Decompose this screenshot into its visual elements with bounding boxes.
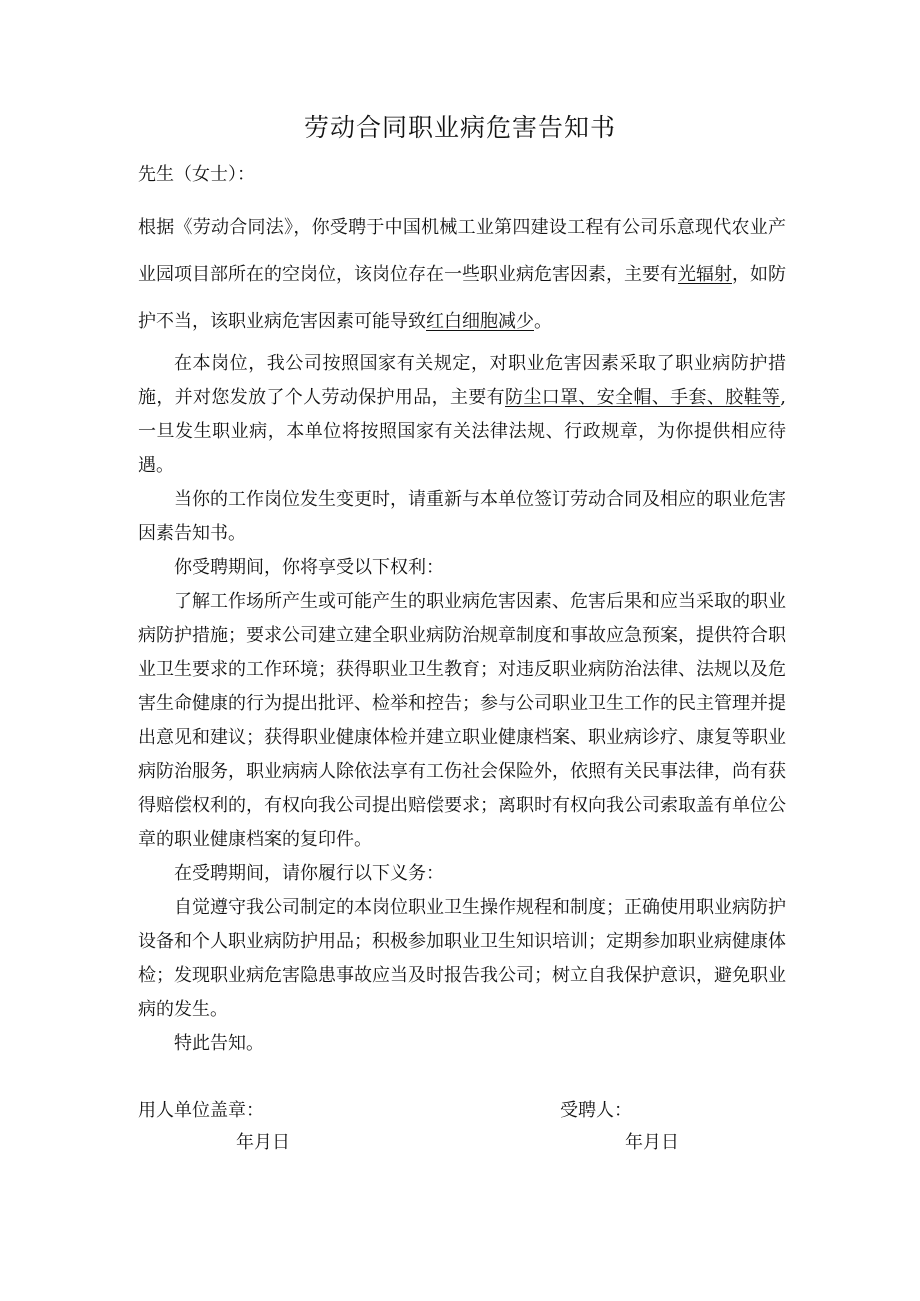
salutation: 先生（女士）： — [138, 164, 255, 185]
protective-equipment: 防尘口罩、安全帽、手套、胶鞋等 — [505, 387, 781, 408]
change-paragraph: 当你的工作岗位发生变更时，请重新与本单位签订劳动合同及相应的职业危害因素告知书。 — [138, 489, 786, 544]
intro-text-1: 根据《劳动合同法》，你受聘于中国机械工业第四建设工程有公司乐意现代农业产业园项目部所在的空岗位，该岗位存在一些职业病危害因素，主要有 — [138, 217, 786, 285]
document-title: 劳动合同职业病危害告知书 — [303, 113, 616, 142]
employee-date: 年月日 — [625, 1132, 679, 1153]
rights-heading: 你受聘期间，你将享受以下权利： — [174, 557, 444, 578]
employer-date: 年月日 — [236, 1132, 290, 1153]
intro-text-2: ，如防护不当，该职业病危害因素可能导致 — [138, 264, 786, 332]
protection-text-1: 在本岗位，我公司按照国家有关规定，对职业危害因素采取了职业病防护措施，并对您发放了个人劳动保护用品，主要有 — [138, 353, 786, 408]
intro-text-3: 。 — [534, 311, 552, 332]
intro-paragraph — [138, 204, 786, 345]
employee-signature-label: 受聘人： — [560, 1100, 632, 1121]
hazard-factor: 光辐射 — [678, 264, 732, 285]
protection-paragraph — [138, 347, 786, 483]
employer-seal-label: 用人单位盖章： — [138, 1100, 264, 1121]
duties-paragraph: 自觉遵守我公司制定的本岗位职业卫生操作规程和制度；正确使用职业病防护设备和个人职业病防护用品；积极参加职业卫生知识培训；定期参加职业病健康体检；发现职业病危害隐患事故应当及时报告我公司；树立自我保护意识，避免职业病的发生。 — [138, 897, 786, 1020]
duties-heading: 在受聘期间，请你履行以下义务： — [174, 863, 444, 884]
rights-paragraph: 了解工作场所产生或可能产生的职业病危害因素、危害后果和应当采取的职业病防护措施；要求公司建立建全职业病防治规章制度和事故应急预案，提供符合职业卫生要求的工作环境；获得职业卫生教育；对违反职业病防治法律、法规以及危害生命健康的行为提出批评、检举和控告；参与公司职业卫生工作的民主管理并提出意见和建议；获得职业健康体检并建立职业健康档案、职业病诊疗、康复等职业病防治服务，职业病病人除依法享有工伤社会保险外，依照有关民事法律，尚有获得赔偿权利的，有权向我公司提出赔偿要求；离职时有权向我公司索取盖有单位公章的职业健康档案的复印件。 — [138, 591, 786, 850]
disease-outcome: 红白细胞减少 — [426, 311, 534, 332]
closing-line: 特此告知。 — [174, 1033, 264, 1054]
protection-text-2: ,一旦发生职业病，本单位将按照国家有关法律法规、行政规章，为你提供相应待遇。 — [138, 387, 787, 476]
document-body — [138, 347, 786, 1061]
